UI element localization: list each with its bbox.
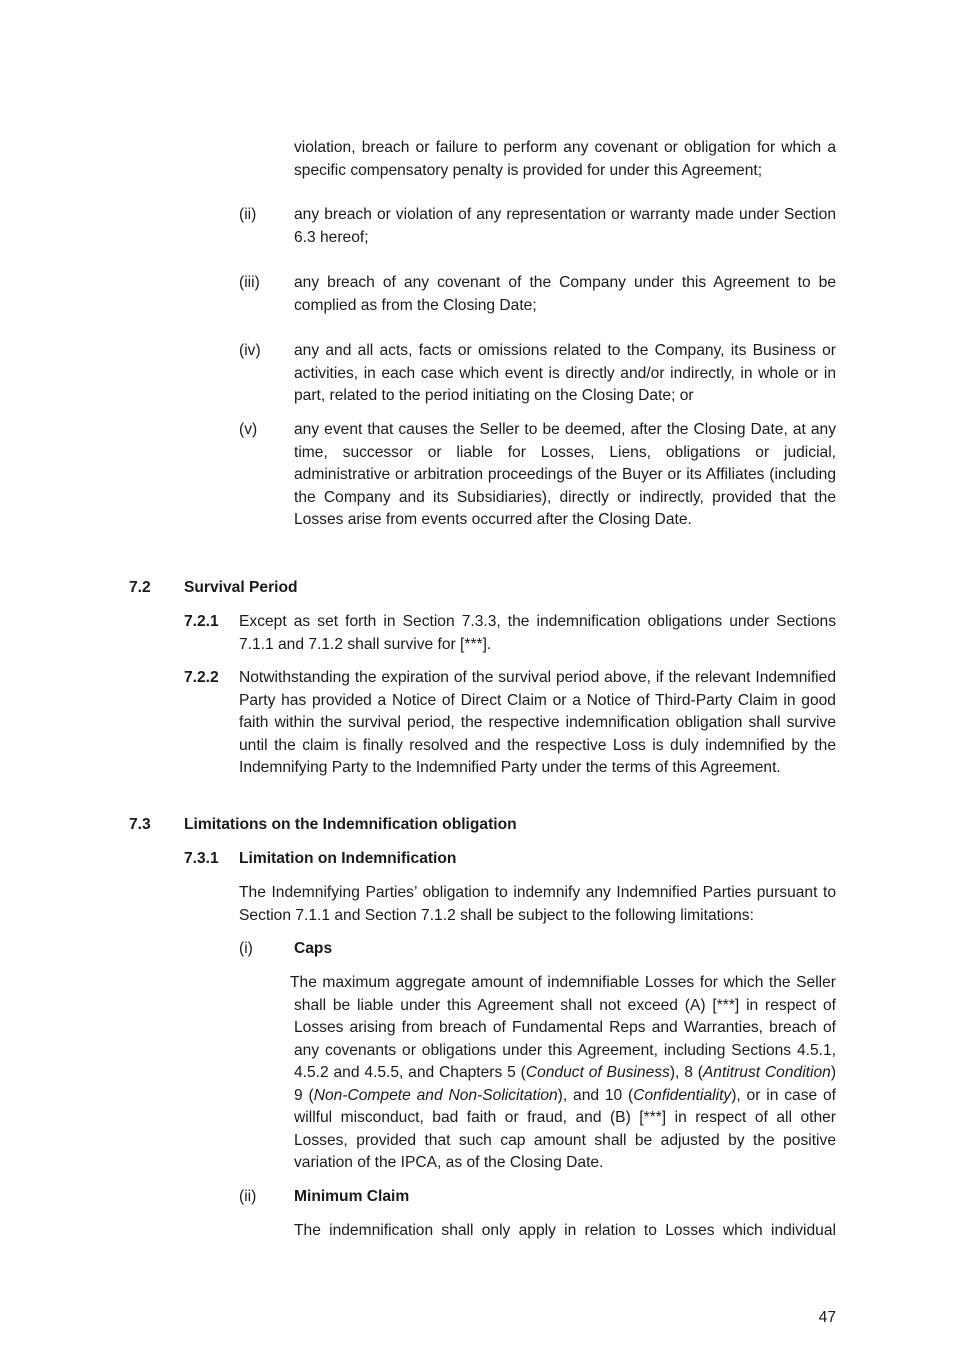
list-item (239, 272, 836, 317)
list-item-number: (iv) (239, 342, 261, 359)
item-caps-number: (i) (239, 940, 253, 957)
section-7-3-title: Limitations on the Indemnification obligation (184, 816, 517, 833)
caps-paragraph: The maximum aggregate amount of indemnifiable Losses for which the Seller shall be liable under this Agreement shall not exceed (A) [***] in respect of Losses arising from breach of Fundamental Reps and Warranties, breach of any covenants or obligations under this Agreement, including Sections 4.5.1, 4.5.2 and 4.5.5, and Chapters 5 (Conduct of Business), 8 (Antitrust Condition) 9 (Non-Compete and Non-Solicitation), and 10 (Confidentiality), or in case of willful misconduct, bad faith or fraud, and (B) [***] in respect of all other Losses, provided that such cap amount shall be adjusted by the positive variation of the IPCA, as of the Closing Date. (290, 974, 837, 1171)
list-item-text: any and all acts, facts or omissions related to the Company, its Business or activities, in each case which event is directly and/or indirectly, in whole or in part, related to the period initiating on the Closing Date; or (294, 342, 836, 404)
list-item-number: (ii) (239, 206, 257, 223)
list-item-number: (iii) (239, 274, 260, 291)
subsection-text: Notwithstanding the expiration of the survival period above, if the relevant Indemnified Party has provided a Notice of Direct Claim or a Notice of Third-Party Claim in good faith within the survival period, the respective indemnification obligation shall survive until the claim is finally resolved and the respective Loss is duly indemnified by the Indemnifying Party to the Indemnified Party under the terms of this Agreement. (239, 669, 836, 776)
subsection-text: Except as set forth in Section 7.3.3, the indemnification obligations under Sections 7.1.1 and 7.1.2 shall survive for [***]. (239, 613, 836, 653)
list-item-text: any breach of any covenant of the Company under this Agreement to be complied as from the Closing Date; (294, 274, 836, 314)
list-item (239, 204, 836, 249)
subsection-intro: The Indemnifying Parties’ obligation to indemnify any Indemnified Parties pursuant to Section 7.1.1 and Section 7.1.2 shall be subject to the following limitations: (239, 884, 836, 924)
section-7-2-title: Survival Period (184, 579, 298, 596)
item-caps-title: Caps (294, 940, 333, 957)
list-item-text: any breach or violation of any representation or warranty made under Section 6.3 hereof; (294, 206, 836, 246)
list-item (239, 340, 836, 408)
item-minimum-claim-number: (ii) (239, 1188, 257, 1205)
section-7-3-number: 7.3 (129, 816, 151, 833)
list-item-text: any event that causes the Seller to be deemed, after the Closing Date, at any time, successor or liable for Losses, Liens, obligations or judicial, administrative or arbitration proceedings of the Buyer or its Affiliates (including the Company and its Subsidiaries), directly or indirectly, provided that the Losses arise from events occurred after the Closing Date. (294, 421, 836, 528)
list-item (239, 419, 836, 532)
subsection-7-3-1-number: 7.3.1 (184, 850, 219, 867)
item-minimum-claim-title: Minimum Claim (294, 1188, 410, 1205)
subsection-7-3-1-title: Limitation on Indemnification (239, 850, 457, 867)
minimum-claim-paragraph: The indemnification shall only apply in relation to Losses which individual (294, 1222, 836, 1239)
subsection-number: 7.2.1 (184, 613, 219, 630)
list-item-number: (v) (239, 421, 258, 438)
page-number: 47 (818, 1309, 836, 1326)
continuation-paragraph: violation, breach or failure to perform any covenant or obligation for which a specific compensatory penalty is provided for under this Agreement; (294, 139, 836, 179)
subsection-number: 7.2.2 (184, 669, 219, 686)
section-7-2-number: 7.2 (129, 579, 151, 596)
